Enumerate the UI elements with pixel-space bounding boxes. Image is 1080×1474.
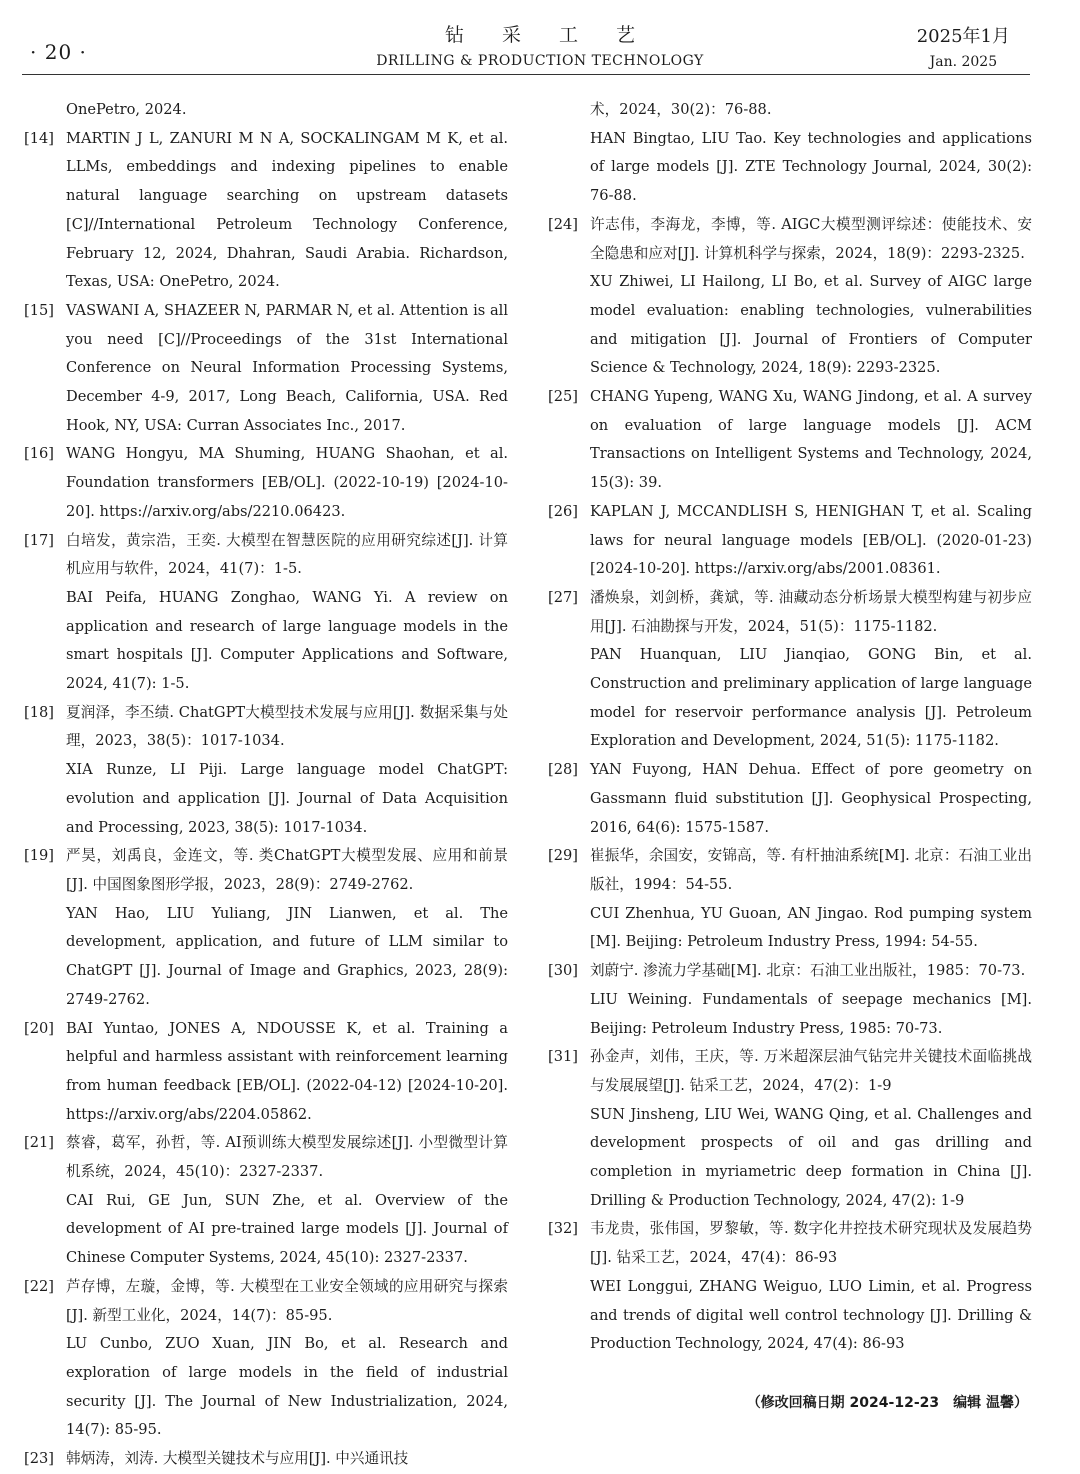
reference-item	[24, 297, 508, 441]
reference-item	[24, 1445, 508, 1474]
reference-text: 夏润泽，李丕绩. ChatGPT大模型技术发展与应用[J]. 数据采集与处理，2023，38(5)：1017-1034.	[66, 703, 508, 750]
reference-item	[548, 211, 1032, 383]
reference-text: 白培发，黄宗浩，王奕. 大模型在智慧医院的应用研究综述[J]. 计算机应用与软件，2024，41(7)：1-5.	[66, 531, 508, 578]
reference-number: [19]	[24, 847, 54, 865]
reference-item	[24, 699, 508, 843]
reference-text: 芦存博，左璇，金博，等. 大模型在工业安全领域的应用研究与探索[J]. 新型工业化，2024，14(7)：85-95.	[66, 1277, 508, 1324]
reference-number: [26]	[548, 502, 578, 520]
reference-translation: SUN Jinsheng, LIU Wei, WANG Qing, et al. Challenges and development prospects of oil and gas drilling and completion in myriametric deep formation in China [J]. Drilling & Production Technology, 2024, 47(2): 1-9	[590, 1105, 1032, 1209]
reference-text: MARTIN J L, ZANURI M N A, SOCKALINGAM M K, et al. LLMs, embeddings and indexing pipelines to enable natural language searching on upstream datasets [C]//International Petroleum Technology Conference, February 12, 2024, Dhahran, Saudi Arabia. Richardson, Texas, USA: OnePetro, 2024.	[66, 129, 508, 291]
reference-item	[548, 957, 1032, 1043]
reference-column-right	[548, 96, 1032, 1359]
reference-number: [29]	[548, 847, 578, 865]
reference-text: OnePetro, 2024.	[66, 101, 187, 118]
reference-text: 崔振华，余国安，安锦高，等. 有杆抽油系统[M]. 北京：石油工业出版社，1994：54-55.	[590, 847, 1032, 893]
reference-item	[24, 96, 508, 125]
page-header	[0, 0, 1080, 78]
reference-translation: XIA Runze, LI Piji. Large language model ChatGPT: evolution and application [J]. Journal of Data Acquisition and Processing, 2023, 38(5): 1017-1034.	[66, 761, 508, 836]
reference-number: [27]	[548, 588, 578, 606]
reference-text: 蔡睿，葛军，孙哲，等. AI预训练大模型发展综述[J]. 小型微型计算机系统，2024，45(10)：2327-2337.	[66, 1134, 508, 1181]
reference-translation: CAI Rui, GE Jun, SUN Zhe, et al. Overview of the development of AI pre-trained large models [J]. Journal of Chinese Computer Systems, 2024, 45(10): 2327-2337.	[66, 1191, 508, 1267]
reference-text: WANG Hongyu, MA Shuming, HUANG Shaohan, et al. Foundation transformers [EB/OL]. (2022-10-19) [2024-10-20]. https://arxiv.org/abs/2210.06423.	[66, 445, 508, 520]
reference-item	[24, 1273, 508, 1445]
reference-number: [30]	[548, 962, 578, 980]
reference-text: 许志伟，李海龙，李博，等. AIGC大模型测评综述：使能技术、安全隐患和应对[J]. 计算机科学与探索，2024，18(9)：2293-2325.	[590, 215, 1032, 262]
reference-number: [14]	[24, 129, 54, 147]
revision-note: （修改回稿日期 2024-12-23 编辑 温馨）	[746, 1395, 1028, 1411]
reference-item	[548, 1215, 1032, 1359]
page-number: · 20 ·	[30, 40, 87, 64]
reference-translation: YAN Hao, LIU Yuliang, JIN Lianwen, et al. The development, application, and future of LLM similar to ChatGPT [J]. Journal of Image and Graphics, 2023, 28(9): 2749-2762.	[66, 904, 508, 1008]
reference-number: [32]	[548, 1220, 578, 1238]
issue-date-cn: 2025年1月	[916, 26, 1010, 47]
journal-title-en: DRILLING & PRODUCTION TECHNOLOGY	[376, 53, 704, 69]
reference-item	[24, 527, 508, 699]
reference-translation: LU Cunbo, ZUO Xuan, JIN Bo, et al. Research and exploration of large models in the field of industrial security [J]. The Journal of New Industrialization, 2024, 14(7): 85-95.	[66, 1335, 508, 1439]
reference-item	[24, 1129, 508, 1273]
reference-text: 韩炳涛，刘涛. 大模型关键技术与应用[J]. 中兴通讯技	[66, 1450, 409, 1468]
issue-date	[917, 22, 1010, 70]
reference-translation: WEI Longgui, ZHANG Weiguo, LUO Limin, et al. Progress and trends of digital well control technology [J]. Drilling & Production Technology, 2024, 47(4): 86-93	[590, 1277, 1032, 1353]
reference-item	[548, 96, 1032, 211]
reference-number: [22]	[24, 1277, 54, 1295]
reference-text: 韦龙贵，张伟国，罗黎敏，等. 数字化井控技术研究现状及发展趋势[J]. 钻采工艺，2024，47(4)：86-93	[590, 1220, 1032, 1267]
journal-title-cn: 钻 采 工 艺	[444, 24, 635, 46]
reference-number: [24]	[548, 215, 578, 233]
reference-number: [21]	[24, 1134, 54, 1152]
reference-item	[24, 125, 508, 297]
reference-number: [31]	[548, 1048, 578, 1066]
header-divider	[22, 74, 1030, 75]
reference-number: [25]	[548, 388, 578, 406]
reference-number: [16]	[24, 445, 54, 463]
reference-item	[548, 842, 1032, 957]
reference-number: [23]	[24, 1450, 54, 1468]
reference-column-left	[24, 96, 508, 1474]
reference-item	[24, 440, 508, 526]
reference-number: [20]	[24, 1019, 54, 1037]
reference-item	[548, 584, 1032, 756]
reference-number: [17]	[24, 531, 54, 549]
reference-text: YAN Fuyong, HAN Dehua. Effect of pore geometry on Gassmann fluid substitution [J]. Geophysical Prospecting, 2016, 64(6): 1575-1587.	[590, 761, 1032, 836]
reference-translation: XU Zhiwei, LI Hailong, LI Bo, et al. Survey of AIGC large model evaluation: enabling technologies, vulnerabilities and mitigation [J]. Journal of Frontiers of Computer Science & Technology, 2024, 18(9): 2293-2325.	[590, 273, 1032, 377]
reference-text: 孙金声，刘伟，王庆，等. 万米超深层油气钻完井关键技术面临挑战与发展展望[J]. 钻采工艺，2024，47(2)：1-9	[590, 1048, 1032, 1094]
reference-item	[548, 383, 1032, 498]
reference-number: [18]	[24, 703, 54, 721]
reference-item	[548, 498, 1032, 584]
reference-item	[548, 756, 1032, 842]
reference-translation: PAN Huanquan, LIU Jianqiao, GONG Bin, et al. Construction and preliminary application of large language model for reservoir performance analysis [J]. Petroleum Exploration and Development, 2024, 51(5): 1175-1182.	[590, 646, 1032, 750]
reference-item	[548, 1043, 1032, 1215]
reference-text: 术，2024，30(2)：76-88.	[590, 101, 772, 118]
reference-item	[24, 842, 508, 1014]
reference-translation: LIU Weining. Fundamentals of seepage mechanics [M]. Beijing: Petroleum Industry Press, 1985: 70-73.	[590, 990, 1032, 1037]
reference-text: 刘蔚宁. 渗流力学基础[M]. 北京：石油工业出版社，1985：70-73.	[590, 962, 1026, 980]
reference-text: 严昊，刘禹良，金连文，等. 类ChatGPT大模型发展、应用和前景[J]. 中国图象图形学报，2023，28(9)：2749-2762.	[66, 847, 508, 893]
reference-translation: HAN Bingtao, LIU Tao. Key technologies and applications of large models [J]. ZTE Technology Journal, 2024, 30(2): 76-88.	[590, 129, 1032, 205]
reference-translation: BAI Peifa, HUANG Zonghao, WANG Yi. A review on application and research of large language models in the smart hospitals [J]. Computer Applications and Software, 2024, 41(7): 1-5.	[66, 588, 508, 693]
reference-text: BAI Yuntao, JONES A, NDOUSSE K, et al. Training a helpful and harmless assistant with reinforcement learning from human feedback [EB/OL]. (2022-04-12) [2024-10-20]. https://arxiv.org/abs/2204.05862.	[66, 1019, 508, 1123]
reference-text: VASWANI A, SHAZEER N, PARMAR N, et al. Attention is all you need [C]//Proceedings of the 31st International Conference on Neural Information Processing Systems, December 4-9, 2017, Long Beach, California, USA. Red Hook, NY, USA: Curran Associates Inc., 2017.	[66, 301, 508, 434]
reference-text: 潘焕泉，刘剑桥，龚斌，等. 油藏动态分析场景大模型构建与初步应用[J]. 石油勘探与开发，2024，51(5)：1175-1182.	[590, 588, 1032, 635]
issue-date-en: Jan. 2025	[929, 54, 998, 70]
reference-translation: CUI Zhenhua, YU Guoan, AN Jingao. Rod pumping system [M]. Beijing: Petroleum Industry Press, 1994: 54-55.	[590, 904, 1032, 951]
reference-text: CHANG Yupeng, WANG Xu, WANG Jindong, et al. A survey on evaluation of large language models [J]. ACM Transactions on Intelligent Systems and Technology, 2024, 15(3): 39.	[590, 388, 1032, 492]
reference-number: [15]	[24, 301, 54, 319]
reference-number: [28]	[548, 761, 578, 779]
reference-item	[24, 1015, 508, 1130]
reference-text: KAPLAN J, MCCANDLISH S, HENIGHAN T, et al. Scaling laws for neural language models [EB/OL]. (2020-01-23) [2024-10-20]. https://arxiv.org/abs/2001.08361.	[590, 502, 1032, 578]
